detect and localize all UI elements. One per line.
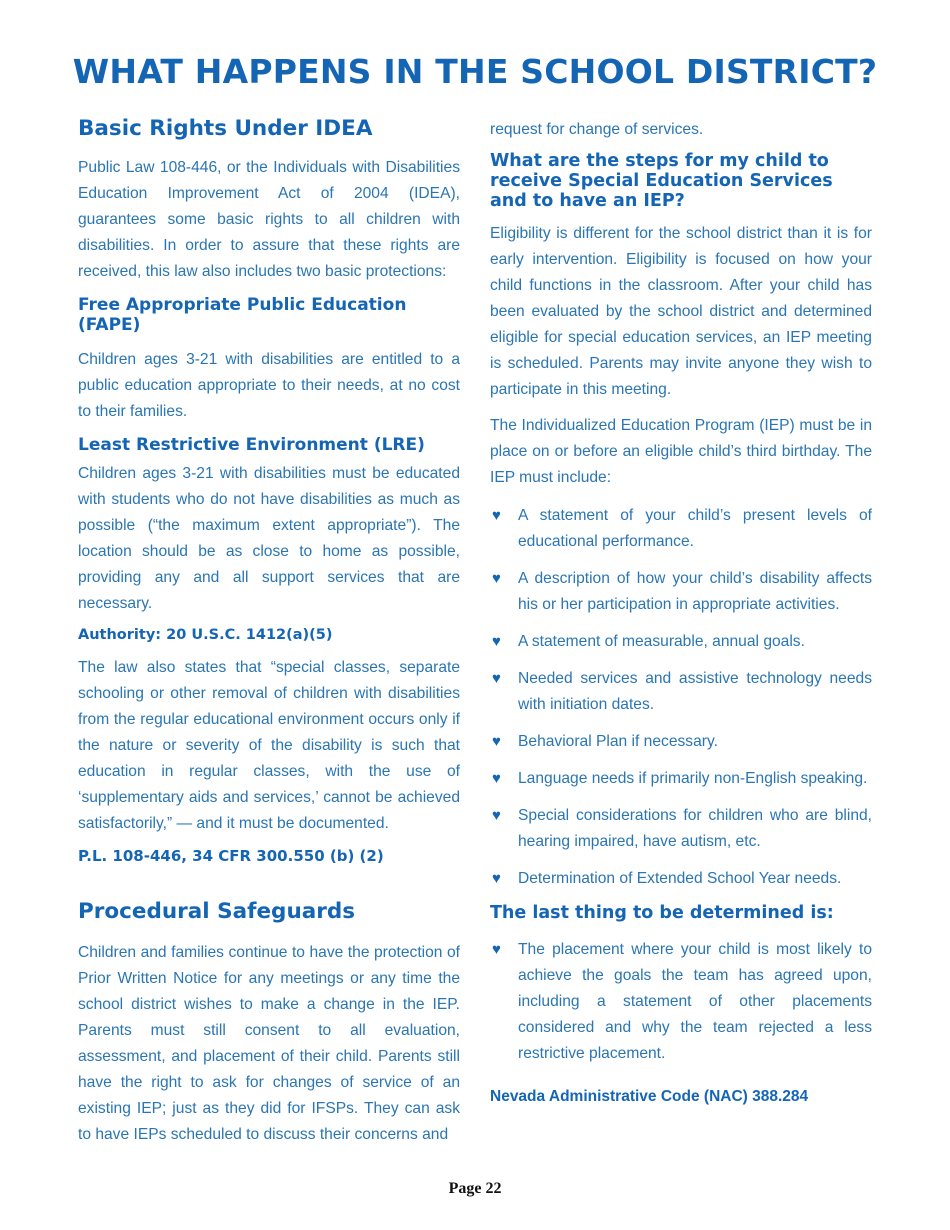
last-thing-heading: The last thing to be determined is: [490,903,834,923]
lre-text: Children ages 3-21 with disabilities must be educated with students who do not have disabilities as much as possible (“the maximum extent appropriate”). The location should be as close to home as possible, providing any and all support services that are necessary. [78,465,460,612]
heart-bullet-icon: ♥ [492,633,501,650]
lre-heading: Least Restrictive Environment (LRE) [78,435,425,455]
heart-bullet-icon: ♥ [492,670,501,687]
heart-bullet-icon: ♥ [492,941,501,958]
heart-bullet-icon: ♥ [492,507,501,524]
list-item: ♥ A description of how your child’s disability affects his or her participation in appropriate activities. [490,566,872,618]
placement-list [490,937,872,1067]
fape-heading: Free Appropriate Public Education (FAPE) [78,295,407,335]
list-item: ♥ Special considerations for children who are blind, hearing impaired, have autism, etc. [490,803,872,855]
basic-rights-heading: Basic Rights Under IDEA [78,116,373,141]
steps-heading: What are the steps for my child to receive Special Education Services and to have an IEP? [490,151,833,211]
page-number: Page 22 [448,1180,502,1197]
heart-bullet-icon: ♥ [492,770,501,787]
page-title: WHAT HAPPENS IN THE SCHOOL DISTRICT? [72,52,878,91]
heart-bullet-icon: ♥ [492,733,501,750]
list-item: ♥ Determination of Extended School Year needs. [490,866,872,892]
list-item: ♥ Behavioral Plan if necessary. [490,729,872,755]
iep-requirements-list [490,503,872,892]
list-item: ♥ A statement of your child’s present levels of educational performance. [490,503,872,555]
eligibility-text: Eligibility is different for the school district than it is for early intervention. Eligibility is focused on how your child functions in the classroom. After your child has been evaluated by the school district and determined eligible for special education services, an IEP meeting is scheduled. Parents may invite anyone they wish to participate in this meeting. [490,225,872,398]
pl-citation: P.L. 108-446, 34 CFR 300.550 (b) (2) [78,847,384,865]
nac-citation: Nevada Administrative Code (NAC) 388.284 [490,1088,809,1105]
list-item: ♥ Language needs if primarily non-English speaking. [490,766,872,792]
heart-bullet-icon: ♥ [492,807,501,824]
continuation-text: request for change of services. [490,121,704,138]
heart-bullet-icon: ♥ [492,870,501,887]
heart-bullet-icon: ♥ [492,570,501,587]
procedural-safeguards-heading: Procedural Safeguards [78,899,356,924]
iep-text: The Individualized Education Program (IEP) must be in place on or before an eligible child’s third birthday. The IEP must include: [490,417,872,486]
authority-citation: Authority: 20 U.S.C. 1412(a)(5) [78,627,333,643]
fape-text: Children ages 3-21 with disabilities are entitled to a public education appropriate to their needs, at no cost to their families. [78,351,460,420]
right-column [490,117,872,1110]
list-item: ♥ Needed services and assistive technology needs with initiation dates. [490,666,872,718]
list-item: ♥ The placement where your child is most likely to achieve the goals the team has agreed upon, including a statement of other placements considered and why the team rejected a less restrictive placement. [490,937,872,1067]
left-column [78,116,460,1148]
law-text: The law also states that “special classes, separate schooling or other removal of children with disabilities from the regular educational environment occurs only if the nature or severity of the disability is such that education in regular classes, with the use of ‘supplementary aids and services,’ cannot be achieved satisfactorily,” — and it must be documented. [78,659,460,832]
list-item: ♥ A statement of measurable, annual goals. [490,629,872,655]
safeguards-text: Children and families continue to have the protection of Prior Written Notice for any meetings or any time the school district wishes to make a change in the IEP. Parents must still consent to all evaluation, assessment, and placement of their child. Parents still have the right to ask for changes of service of an existing IEP; just as they did for IFSPs. They can ask to have IEPs scheduled to discuss their concerns and [78,944,460,1143]
basic-rights-text: Public Law 108-446, or the Individuals with Disabilities Education Improvement Act of 2004 (IDEA), guarantees some basic rights to all children with disabilities. In order to assure that these rights are received, this law also includes two basic protections: [78,159,460,280]
